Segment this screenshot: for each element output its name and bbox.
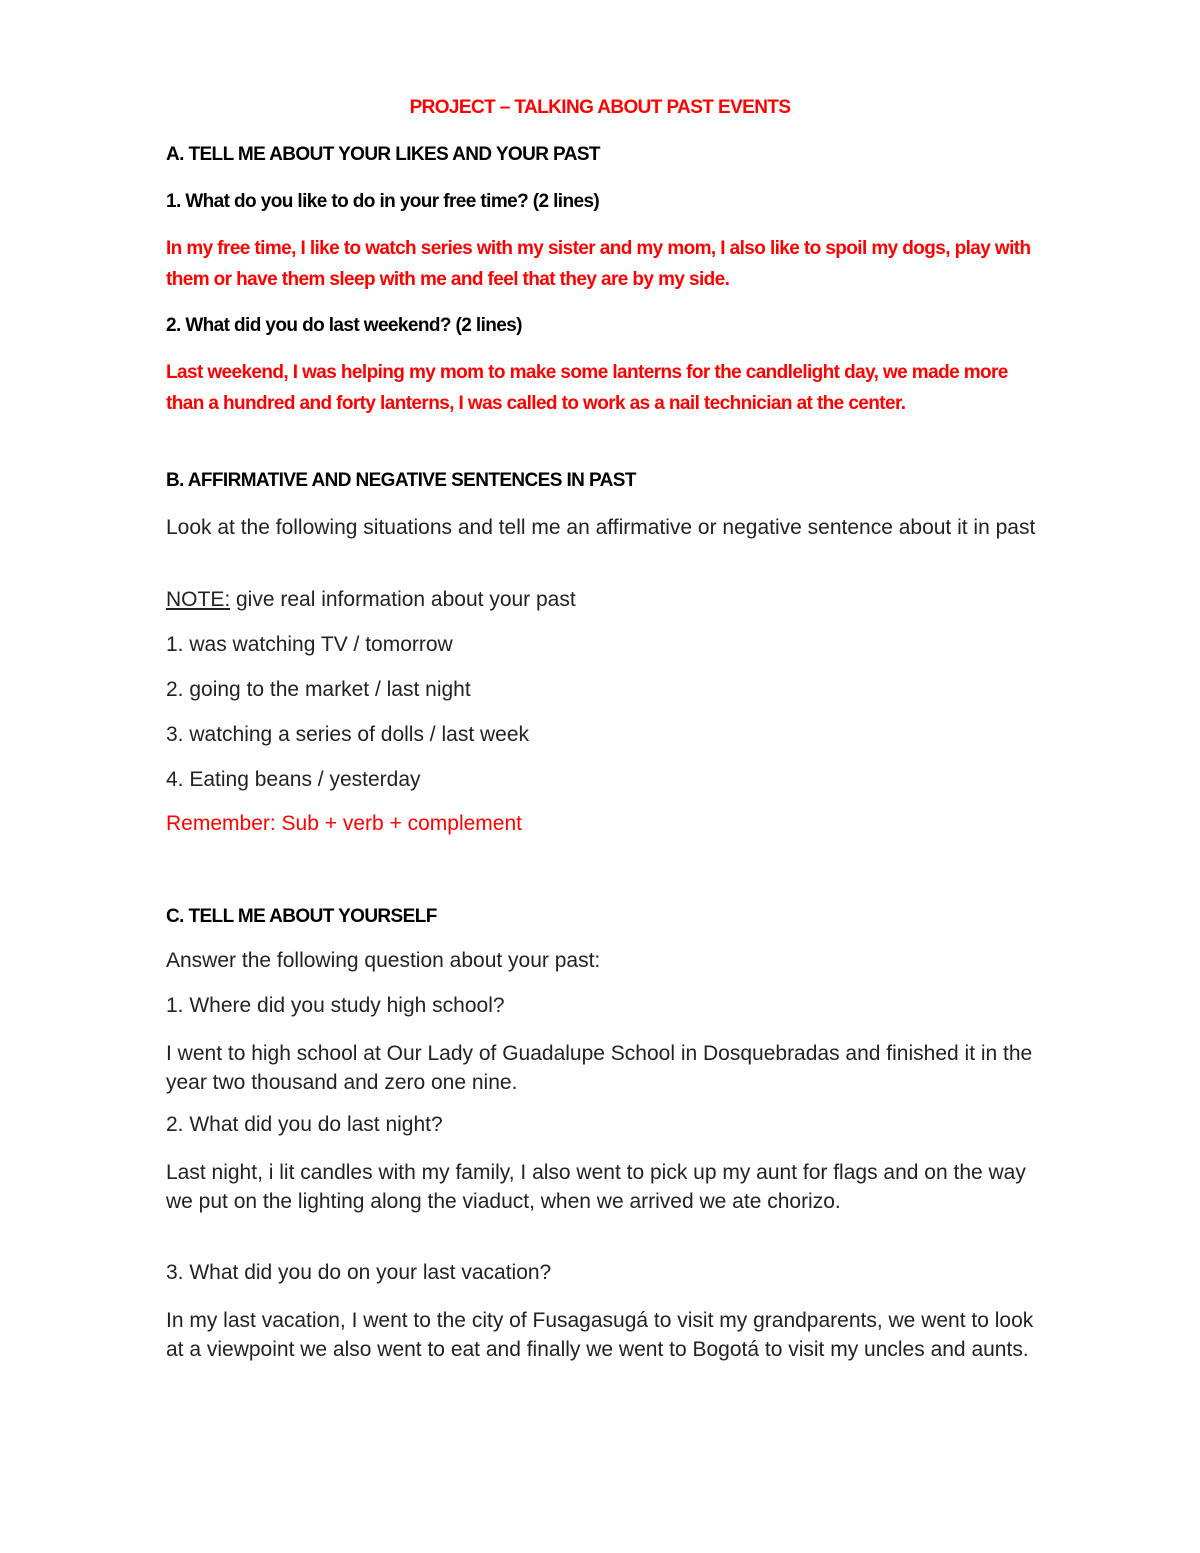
section-b-item-2: 2. going to the market / last night: [166, 678, 471, 701]
section-b-item-4: 4. Eating beans / yesterday: [166, 768, 421, 791]
section-b-heading: B. AFFIRMATIVE AND NEGATIVE SENTENCES IN PAST: [166, 470, 636, 491]
section-c-question-3: 3. What did you do on your last vacation?: [166, 1261, 552, 1284]
section-b-item-3: 3. watching a series of dolls / last week: [166, 723, 530, 746]
section-b-remember: Remember: Sub + verb + complement: [166, 812, 522, 835]
section-c-question-1: 1. Where did you study high school?: [166, 994, 505, 1017]
section-a-answer-2: Last weekend, I was helping my mom to make some lanterns for the candlelight day, we made more than a hundred and forty lanterns, I was called to work as a nail technician at the center.: [166, 362, 1008, 414]
section-b-item-1: 1. was watching TV / tomorrow: [166, 633, 453, 656]
note-text: give real information about your past: [230, 588, 576, 611]
section-a-question-1: 1. What do you like to do in your free time? (2 lines): [166, 191, 600, 212]
document-title: PROJECT – TALKING ABOUT PAST EVENTS: [409, 97, 791, 118]
section-c-intro: Answer the following question about your past:: [166, 949, 601, 972]
section-b-intro: Look at the following situations and tell me an affirmative or negative sentence about it in past: [166, 516, 1036, 539]
section-c-heading: C. TELL ME ABOUT YOURSELF: [166, 906, 437, 927]
section-c-answer-2: Last night, i lit candles with my family, I also went to pick up my aunt for flags and on the way we put on the lighting along the viaduct, when we arrived we ate chorizo.: [166, 1161, 1026, 1213]
section-a-answer-1: In my free time, I like to watch series with my sister and my mom, I also like to spoil my dogs, play with them or have them sleep with me and feel that they are by my side.: [166, 238, 1031, 290]
section-b-note: [166, 588, 576, 612]
section-c-answer-3: In my last vacation, I went to the city of Fusagasugá to visit my grandparents, we went to look at a viewpoint we also went to eat and finally we went to Bogotá to visit my uncles and aunts.: [166, 1309, 1034, 1361]
section-a-heading: A. TELL ME ABOUT YOUR LIKES AND YOUR PAST: [166, 144, 600, 165]
note-label: NOTE:: [166, 588, 231, 611]
section-a-question-2: 2. What did you do last weekend? (2 lines): [166, 315, 522, 336]
section-c-question-2: 2. What did you do last night?: [166, 1113, 443, 1136]
section-c-answer-1: I went to high school at Our Lady of Guadalupe School in Dosquebradas and finished it in the year two thousand and zero one nine.: [166, 1042, 1033, 1094]
